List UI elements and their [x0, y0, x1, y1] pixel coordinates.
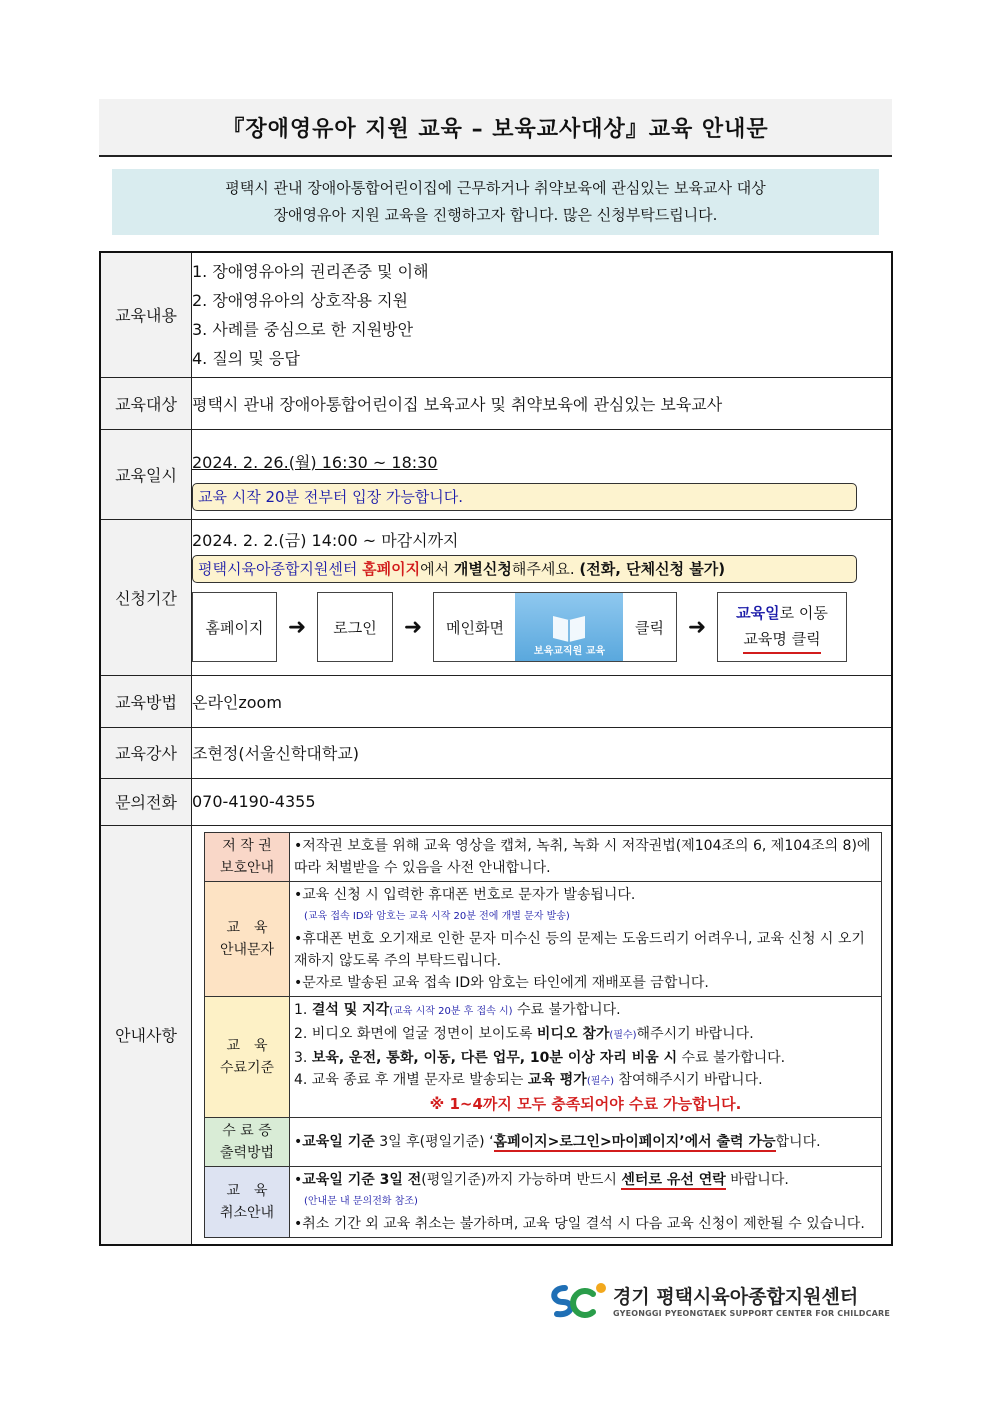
arrow-right-icon: ➜ [403, 614, 423, 640]
certificate-bullet: • [294, 1133, 303, 1150]
date-cell [192, 429, 893, 519]
certificate-path: 홈페이지>로그인>마이페이지’에서 출력 가능 [493, 1133, 776, 1150]
label-copyright [205, 832, 290, 881]
flow-step-main [433, 592, 677, 662]
banner-label: 보육교직원 교육 [533, 646, 606, 657]
complete-warning: ※ 1~4까지 모두 충족되어야 수료 가능합니다. [429, 1094, 742, 1113]
label-certificate [205, 1117, 290, 1166]
info-table [99, 251, 893, 1246]
complete-3 [294, 1047, 877, 1069]
book-icon [551, 612, 587, 642]
complete-4b: 교육 평가 [527, 1071, 587, 1088]
label-apply: 신청기간 [100, 519, 192, 675]
complete-2b: 비디오 참가 [536, 1025, 610, 1042]
copyright-text: •저작권 보호를 위해 교육 영상을 캡쳐, 녹취, 녹화 시 저작권법(제104조의 6, 제104조의 8)에 따라 처벌받을 수 있음을 사전 안내합니다. [290, 832, 882, 881]
intro-line-1: 평택시 관내 장애아통합어린이집에 근무하거나 취약보육에 관심있는 보육교사 대상 [225, 179, 766, 197]
complete-2 [294, 1023, 877, 1047]
lecturer-value: 조현정(서울신학대학교) [192, 727, 893, 778]
label-certificate-b: 출력방법 [219, 1144, 275, 1161]
flow-edu-day: 교육일 [736, 604, 780, 622]
complete-4c: (필수) [586, 1075, 614, 1087]
arrow-right-icon: ➜ [287, 614, 307, 640]
label-notice: 안내사항 [100, 825, 192, 1245]
flow-step-select [717, 592, 847, 662]
content-item: 2. 장애영유아의 상호작용 지원 [192, 290, 408, 310]
cancel-bullet: • [294, 1171, 303, 1188]
sms-text-2: •휴대폰 번호 오기재로 인한 문자 미수신 등의 문제는 도움드리기 어려우니, 교육 신청 시 오기재하지 않도록 주의 부탁드립니다. [294, 930, 865, 969]
cancel-1 [294, 1169, 877, 1191]
certificate-end: 합니다. [775, 1133, 821, 1150]
label-phone: 문의전화 [100, 778, 192, 825]
label-cancel-b: 취소안내 [219, 1204, 275, 1221]
sms-text-3: •문자로 발송된 교육 접속 ID와 암호는 타인에게 재배포를 금합니다. [294, 974, 709, 991]
apply-note-center: 평택시육아종합지원센터 [198, 560, 363, 578]
apply-cell [192, 519, 893, 675]
sms-text-1: •교육 신청 시 입력한 휴대폰 번호로 문자가 발송됩니다. [294, 886, 636, 903]
page-title: 『장애영유아 지원 교육 – 보육교사대상』교육 안내문 [99, 99, 892, 157]
flow-click-label: 클릭 [635, 618, 664, 637]
complete-4d: 참여해주시기 바랍니다. [613, 1071, 763, 1088]
center-logo-name: 경기 평택시육아종합지원센터 [613, 1286, 859, 1308]
complete-cell [290, 996, 882, 1117]
sms-cell [290, 881, 882, 996]
complete-1 [294, 999, 877, 1023]
cancel-sub: (안내문 내 문의전화 참조) [304, 1195, 418, 1207]
label-cancel-a: 교 육 [226, 1182, 268, 1199]
complete-1b: 결석 및 지각 [311, 1001, 390, 1018]
cancel-deadline: 교육일 기준 3일 전 [302, 1171, 422, 1188]
label-complete [205, 996, 290, 1117]
label-copyright-a: 저 작 권 [222, 837, 272, 854]
method-value: 온라인zoom [192, 675, 893, 727]
center-logo-sub: GYEONGGI PYEONGTAEK SUPPORT CENTER FOR CHILDCARE [613, 1309, 891, 1318]
label-method: 교육방법 [100, 675, 192, 727]
entry-note: 교육 시작 20분 전부터 입장 가능합니다. [192, 483, 857, 511]
label-target: 교육대상 [100, 377, 192, 429]
flow-main-label: 메인화면 [446, 618, 504, 637]
center-logo [545, 1278, 895, 1322]
center-logo-icon [545, 1280, 607, 1320]
content-item: 4. 질의 및 응답 [192, 348, 300, 368]
cancel-text: (평일기준)까지 가능하며 반드시 [421, 1171, 622, 1188]
complete-3b: 보육, 운전, 통화, 이동, 다른 업무, 10분 이상 자리 비움 시 [311, 1049, 678, 1066]
label-sms [205, 881, 290, 996]
flow-edu-name: 교육명 클릭 [743, 626, 820, 654]
complete-4a: 4. 교육 종료 후 개별 문자로 발송되는 [294, 1071, 528, 1088]
cancel-end: 바랍니다. [725, 1171, 789, 1188]
content-cell [192, 252, 893, 377]
content-item: 1. 장애영유아의 권리존중 및 이해 [192, 261, 429, 281]
apply-period: 2024. 2. 2.(금) 14:00 ~ 마감시까지 [192, 531, 459, 550]
arrow-right-icon: ➜ [687, 614, 707, 640]
certificate-text [290, 1117, 882, 1166]
content-item: 3. 사례를 중심으로 한 지원방안 [192, 319, 414, 339]
flow-step-login: 로그인 [317, 592, 393, 662]
apply-note [192, 555, 857, 583]
complete-2a: 2. 비디오 화면에 얼굴 정면이 보이도록 [294, 1025, 537, 1042]
label-sms-b: 안내문자 [219, 941, 275, 958]
phone-value: 070-4190-4355 [192, 778, 893, 825]
certificate-days: 3일 후(평일기준) ‘ [374, 1133, 494, 1150]
complete-4 [294, 1069, 877, 1093]
intro-box [112, 169, 879, 235]
apply-note-individual: 개별신청 [453, 560, 512, 578]
label-date: 교육일시 [100, 429, 192, 519]
label-lecturer: 교육강사 [100, 727, 192, 778]
complete-2d: 해주시기 바랍니다. [636, 1025, 754, 1042]
complete-3a: 3. [294, 1049, 312, 1066]
cancel-2: •취소 기간 외 교육 취소는 불가하며, 교육 당일 결석 시 다음 교육 신청이 제한될 수 있습니다. [294, 1215, 865, 1232]
label-sms-a: 교 육 [226, 919, 268, 936]
label-cancel [205, 1166, 290, 1237]
apply-flow [192, 592, 891, 662]
notice-cell [192, 825, 893, 1245]
complete-1c: (교육 시작 20분 후 접속 시) [389, 1005, 513, 1017]
notice-table [204, 832, 882, 1238]
apply-note-text: 에서 [420, 560, 454, 578]
cancel-cell [290, 1166, 882, 1237]
apply-note-restriction: (전화, 단체신청 불가) [579, 560, 726, 578]
intro-line-2: 장애영유아 지원 교육을 진행하고자 합니다. 많은 신청부탁드립니다. [273, 206, 718, 224]
complete-1d: 수료 불가합니다. [512, 1001, 621, 1018]
label-complete-b: 수료기준 [219, 1059, 275, 1076]
label-copyright-b: 보호안내 [219, 859, 275, 876]
label-complete-a: 교 육 [226, 1037, 268, 1054]
date-value: 2024. 2. 26.(월) 16:30 ~ 18:30 [192, 452, 438, 472]
label-content: 교육내용 [100, 252, 192, 377]
apply-note-homepage: 홈페이지 [362, 560, 421, 578]
flow-step-homepage: 홈페이지 [192, 592, 277, 662]
complete-2c: (필수) [609, 1029, 637, 1041]
training-banner[interactable] [515, 593, 623, 661]
sms-text-1-sub: (교육 접속 ID와 암호는 교육 시작 20분 전에 개별 문자 발송) [304, 910, 570, 922]
label-certificate-a: 수 료 증 [222, 1122, 272, 1139]
target-value: 평택시 관내 장애아통합어린이집 보육교사 및 취약보육에 관심있는 보육교사 [192, 377, 893, 429]
cancel-contact: 센터로 유선 연락 [621, 1171, 726, 1188]
complete-3c: 수료 불가합니다. [677, 1049, 786, 1066]
flow-move: 로 이동 [779, 604, 828, 622]
certificate-basis: 교육일 기준 [302, 1133, 375, 1150]
complete-1a: 1. [294, 1001, 312, 1018]
apply-note-text: 해주세요. [511, 560, 580, 578]
